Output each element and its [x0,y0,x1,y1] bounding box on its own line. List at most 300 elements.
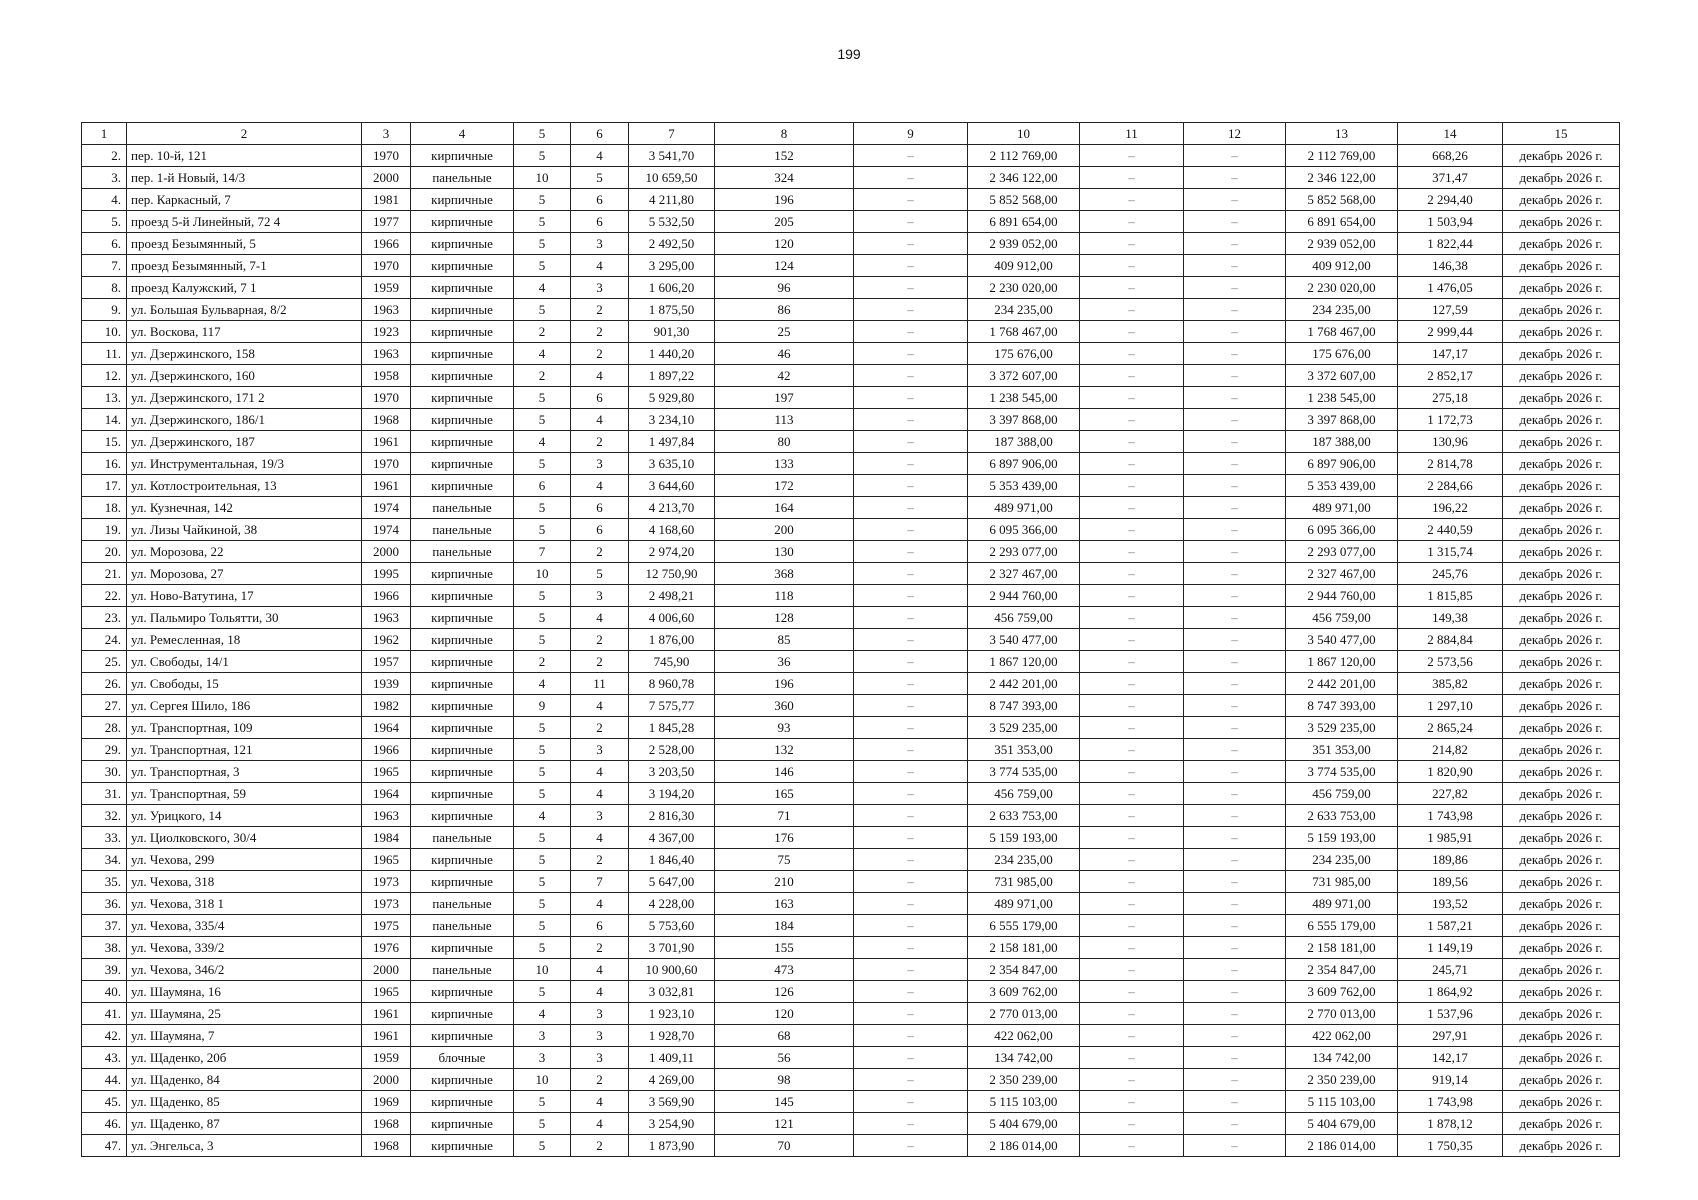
table-cell: 175 676,00 [968,343,1080,365]
table-cell: кирпичные [411,453,514,475]
table-cell: 8 960,78 [629,673,715,695]
table-cell: 5 852 568,00 [968,189,1080,211]
table-cell: 2 230 020,00 [1286,277,1398,299]
table-cell: 4 [571,145,629,167]
table-cell: 2 974,20 [629,541,715,563]
table-cell: пер. Каркасный, 7 [127,189,362,211]
table-cell: 489 971,00 [1286,497,1398,519]
table-row [82,761,1620,783]
table-cell: – [1184,1025,1286,1047]
table-cell: 6 897 906,00 [968,453,1080,475]
table-cell: 2000 [362,541,411,563]
table-cell: 4 269,00 [629,1069,715,1091]
table-cell: – [1184,585,1286,607]
table-cell: 2 294,40 [1398,189,1503,211]
table-cell: 5 [514,585,571,607]
table-cell: 134 742,00 [968,1047,1080,1069]
table-cell: 17. [82,475,127,497]
table-cell: панельные [411,893,514,915]
table-cell: 489 971,00 [1286,893,1398,915]
table-cell: 10 659,50 [629,167,715,189]
table-cell: 5 [514,871,571,893]
table-cell: 4 213,70 [629,497,715,519]
table-cell: 456 759,00 [968,783,1080,805]
table-row [82,717,1620,739]
table-cell: – [1080,541,1184,563]
table-row [82,959,1620,981]
table-cell: – [1080,915,1184,937]
table-row [82,189,1620,211]
table-cell: 1974 [362,519,411,541]
table-cell: – [1080,299,1184,321]
table-cell: 324 [715,167,854,189]
table-cell: 1961 [362,1003,411,1025]
table-cell: 5 [514,299,571,321]
table-cell: 2 [571,299,629,321]
table-cell: 1974 [362,497,411,519]
table-cell: ул. Шаумяна, 16 [127,981,362,1003]
table-cell: 1970 [362,145,411,167]
table-cell: 3 [571,739,629,761]
table-cell: 3 [571,1025,629,1047]
table-row [82,871,1620,893]
table-cell: кирпичные [411,233,514,255]
table-cell: – [1184,255,1286,277]
table-cell: 2 [571,1135,629,1157]
table-cell: 6 891 654,00 [968,211,1080,233]
table-cell: 1 440,20 [629,343,715,365]
table-cell: 2 440,59 [1398,519,1503,541]
table-cell: декабрь 2026 г. [1503,233,1620,255]
table-cell: 3 644,60 [629,475,715,497]
table-cell: 152 [715,145,854,167]
table-cell: 130 [715,541,854,563]
table-cell: 1965 [362,849,411,871]
table-cell: – [854,893,968,915]
column-header: 5 [514,123,571,145]
table-cell: – [854,1113,968,1135]
table-cell: 32. [82,805,127,827]
table-cell: 5 [514,849,571,871]
table-cell: – [1080,761,1184,783]
table-cell: 4 [514,431,571,453]
table-cell: 85 [715,629,854,651]
table-cell: – [854,937,968,959]
table-cell: 193,52 [1398,893,1503,915]
table-cell: декабрь 2026 г. [1503,1047,1620,1069]
table-cell: 68 [715,1025,854,1047]
table-cell: кирпичные [411,1025,514,1047]
table-cell: кирпичные [411,695,514,717]
table-cell: 8 747 393,00 [1286,695,1398,717]
table-cell: 1966 [362,585,411,607]
column-header: 14 [1398,123,1503,145]
table-cell: 3 234,10 [629,409,715,431]
table-cell: пер. 10-й, 121 [127,145,362,167]
table-cell: 3 372 607,00 [1286,365,1398,387]
table-cell: 2 [571,717,629,739]
column-header: 6 [571,123,629,145]
table-cell: 351 353,00 [968,739,1080,761]
table-row [82,1113,1620,1135]
table-cell: – [854,211,968,233]
table-cell: 5 [514,783,571,805]
table-cell: 3 295,00 [629,255,715,277]
column-header: 11 [1080,123,1184,145]
table-cell: 5 [514,255,571,277]
table-cell: 165 [715,783,854,805]
table-cell: декабрь 2026 г. [1503,519,1620,541]
table-cell: ул. Дзержинского, 186/1 [127,409,362,431]
table-cell: ул. Дзержинского, 171 2 [127,387,362,409]
table-cell: 1961 [362,431,411,453]
table-cell: 1966 [362,739,411,761]
table-cell: 3 194,20 [629,783,715,805]
table-row [82,651,1620,673]
table-cell: 5 [514,453,571,475]
table-cell: 2 770 013,00 [968,1003,1080,1025]
table-cell: 8 747 393,00 [968,695,1080,717]
table-cell: 1 867 120,00 [1286,651,1398,673]
table-cell: 2 770 013,00 [1286,1003,1398,1025]
page-number: 199 [837,46,861,62]
table-cell: 5 [514,145,571,167]
table-cell: кирпичные [411,1091,514,1113]
table-cell: 5 115 103,00 [1286,1091,1398,1113]
table-row [82,541,1620,563]
table-cell: – [1184,277,1286,299]
table-cell: 1973 [362,871,411,893]
table-cell: – [1184,607,1286,629]
table-cell: 10 [514,1069,571,1091]
table-cell: 4 [571,365,629,387]
table-cell: – [1184,189,1286,211]
table-cell: 2 293 077,00 [968,541,1080,563]
table-cell: кирпичные [411,871,514,893]
table-cell: 5 [514,211,571,233]
table-cell: декабрь 2026 г. [1503,541,1620,563]
table-cell: 75 [715,849,854,871]
table-cell: 41. [82,1003,127,1025]
table-cell: 2 [571,343,629,365]
table-cell: кирпичные [411,255,514,277]
table-cell: 3 203,50 [629,761,715,783]
table-cell: декабрь 2026 г. [1503,717,1620,739]
table-cell: – [1184,1069,1286,1091]
table-cell: 4 [571,827,629,849]
table-cell: 126 [715,981,854,1003]
table-cell: 155 [715,937,854,959]
table-cell: 163 [715,893,854,915]
table-cell: 1958 [362,365,411,387]
table-cell: – [854,145,968,167]
table-cell: 127,59 [1398,299,1503,321]
table-cell: – [854,1003,968,1025]
table-cell: – [854,431,968,453]
table-cell: – [1080,739,1184,761]
table-cell: – [1080,255,1184,277]
table-cell: – [854,739,968,761]
table-cell: – [1184,409,1286,431]
table-cell: 1 297,10 [1398,695,1503,717]
table-cell: 146 [715,761,854,783]
table-cell: 2 186 014,00 [968,1135,1080,1157]
table-cell: 5 647,00 [629,871,715,893]
table-cell: 14. [82,409,127,431]
table-cell: 6 [514,475,571,497]
table-cell: ул. Морозова, 22 [127,541,362,563]
table-cell: – [1080,717,1184,739]
table-cell: 1 815,85 [1398,585,1503,607]
table-cell: 7 [514,541,571,563]
table-cell: 113 [715,409,854,431]
table-cell: 3. [82,167,127,189]
table-cell: кирпичные [411,475,514,497]
table-cell: – [1184,1091,1286,1113]
table-cell: 40. [82,981,127,1003]
table-cell: – [854,607,968,629]
table-cell: ул. Кузнечная, 142 [127,497,362,519]
table-cell: 128 [715,607,854,629]
table-cell: декабрь 2026 г. [1503,1025,1620,1047]
table-cell: 5 [514,607,571,629]
table-cell: ул. Транспортная, 3 [127,761,362,783]
table-cell: – [1184,827,1286,849]
table-cell: 1 537,96 [1398,1003,1503,1025]
table-cell: 2 [571,321,629,343]
table-cell: 45. [82,1091,127,1113]
table-cell: 1970 [362,255,411,277]
table-cell: 10. [82,321,127,343]
table-cell: 2 [571,431,629,453]
table-cell: 473 [715,959,854,981]
table-row [82,629,1620,651]
table-cell: 1 845,28 [629,717,715,739]
table-cell: 214,82 [1398,739,1503,761]
table-cell: 5 [514,981,571,1003]
table-cell: кирпичные [411,629,514,651]
table-cell: 2 158 181,00 [1286,937,1398,959]
table-row [82,1135,1620,1157]
table-cell: кирпичные [411,321,514,343]
table-cell: 80 [715,431,854,453]
table-cell: 385,82 [1398,673,1503,695]
table-cell: декабрь 2026 г. [1503,651,1620,673]
column-header: 3 [362,123,411,145]
table-cell: 2 346 122,00 [968,167,1080,189]
column-header: 7 [629,123,715,145]
table-cell: 3 [571,585,629,607]
table-cell: декабрь 2026 г. [1503,475,1620,497]
table-cell: 3 609 762,00 [968,981,1080,1003]
table-cell: кирпичные [411,189,514,211]
table-cell: ул. Дзержинского, 160 [127,365,362,387]
table-cell: 176 [715,827,854,849]
table-cell: декабрь 2026 г. [1503,981,1620,1003]
table-cell: – [1184,915,1286,937]
table-cell: ул. Сергея Шило, 186 [127,695,362,717]
table-cell: 1939 [362,673,411,695]
table-cell: 1 822,44 [1398,233,1503,255]
table-cell: – [1184,739,1286,761]
table-cell: ул. Морозова, 27 [127,563,362,585]
table-cell: 4 [571,607,629,629]
table-cell: 4 [571,1113,629,1135]
table-cell: – [1080,497,1184,519]
table-cell: 2 327 467,00 [968,563,1080,585]
table-cell: 16. [82,453,127,475]
table-cell: 2 350 239,00 [968,1069,1080,1091]
table-cell: 18. [82,497,127,519]
table-cell: 731 985,00 [968,871,1080,893]
table-cell: ул. Щаденко, 20б [127,1047,362,1069]
table-cell: – [1080,607,1184,629]
table-cell: ул. Щаденко, 84 [127,1069,362,1091]
table-cell: 1963 [362,607,411,629]
table-cell: проезд Калужский, 7 1 [127,277,362,299]
table-cell: 2 [514,651,571,673]
table-cell: декабрь 2026 г. [1503,937,1620,959]
table-cell: – [1080,145,1184,167]
table-cell: 2 [571,937,629,959]
table-cell: 71 [715,805,854,827]
table-cell: 1 238 545,00 [1286,387,1398,409]
table-cell: 36 [715,651,854,673]
table-cell: 1 768 467,00 [1286,321,1398,343]
table-cell: – [1184,871,1286,893]
table-cell: кирпичные [411,937,514,959]
table-cell: – [1184,673,1286,695]
table-cell: 3 [514,1025,571,1047]
table-cell: 2 112 769,00 [968,145,1080,167]
table-cell: 919,14 [1398,1069,1503,1091]
table-cell: 5 159 193,00 [968,827,1080,849]
table-cell: декабрь 2026 г. [1503,585,1620,607]
table-cell: 456 759,00 [1286,607,1398,629]
table-cell: – [854,321,968,343]
table-cell: 1963 [362,299,411,321]
table-cell: 422 062,00 [1286,1025,1398,1047]
table-cell: 6 [571,387,629,409]
table-cell: декабрь 2026 г. [1503,607,1620,629]
table-cell: 142,17 [1398,1047,1503,1069]
table-cell: 3 [571,453,629,475]
table-cell: 2. [82,145,127,167]
table-row [82,783,1620,805]
table-cell: – [1080,409,1184,431]
table-cell: 1976 [362,937,411,959]
table-cell: 1 873,90 [629,1135,715,1157]
table-cell: – [1184,937,1286,959]
table-cell: 2 354 847,00 [968,959,1080,981]
table-cell: ул. Лизы Чайкиной, 38 [127,519,362,541]
table-cell: – [854,783,968,805]
table-row [82,277,1620,299]
table-row [82,1025,1620,1047]
table-cell: – [1184,805,1286,827]
table-cell: 4 [514,805,571,827]
table-cell: декабрь 2026 г. [1503,827,1620,849]
table-cell: 227,82 [1398,783,1503,805]
table-cell: – [1080,387,1184,409]
table-cell: декабрь 2026 г. [1503,189,1620,211]
table-cell: 2 865,24 [1398,717,1503,739]
table-cell: 6 891 654,00 [1286,211,1398,233]
table-cell: 3 397 868,00 [968,409,1080,431]
table-cell: – [1080,629,1184,651]
table-cell: 275,18 [1398,387,1503,409]
table-cell: кирпичные [411,717,514,739]
table-cell: кирпичные [411,299,514,321]
table-cell: 96 [715,277,854,299]
table-cell: 6 [571,519,629,541]
table-cell: 2 [514,365,571,387]
table-cell: 1981 [362,189,411,211]
table-cell: 70 [715,1135,854,1157]
table-cell: 4 211,80 [629,189,715,211]
table-cell: 5 [514,409,571,431]
table-cell: 2 999,44 [1398,321,1503,343]
table-cell: кирпичные [411,739,514,761]
table-cell: 234 235,00 [1286,299,1398,321]
table-cell: 3 701,90 [629,937,715,959]
table-cell: – [854,871,968,893]
table-cell: 35. [82,871,127,893]
table-cell: – [1184,453,1286,475]
table-cell: – [854,189,968,211]
table-cell: 2 [571,849,629,871]
table-cell: 3 254,90 [629,1113,715,1135]
table-cell: – [1184,145,1286,167]
table-cell: ул. Чехова, 339/2 [127,937,362,959]
table-cell: 12 750,90 [629,563,715,585]
table-cell: 37. [82,915,127,937]
column-header: 2 [127,123,362,145]
table-cell: – [1184,981,1286,1003]
table-row [82,673,1620,695]
table-cell: декабрь 2026 г. [1503,431,1620,453]
table-cell: 46 [715,343,854,365]
table-cell: – [854,1025,968,1047]
table-cell: 2 492,50 [629,233,715,255]
table-cell: 2 944 760,00 [1286,585,1398,607]
table-cell: – [1080,651,1184,673]
table-cell: 133 [715,453,854,475]
table-cell: декабрь 2026 г. [1503,255,1620,277]
table-cell: 5 159 193,00 [1286,827,1398,849]
table-cell: 456 759,00 [968,607,1080,629]
table-cell: 47. [82,1135,127,1157]
table-cell: – [854,585,968,607]
table-row [82,739,1620,761]
table-cell: 1969 [362,1091,411,1113]
table-cell: 4 [514,277,571,299]
table-cell: декабрь 2026 г. [1503,915,1620,937]
table-cell: 2 852,17 [1398,365,1503,387]
table-cell: 9. [82,299,127,321]
table-cell: 189,86 [1398,849,1503,871]
table-cell: блочные [411,1047,514,1069]
table-row [82,563,1620,585]
table-cell: ул. Шаумяна, 7 [127,1025,362,1047]
table-cell: – [1080,343,1184,365]
table-cell: 30. [82,761,127,783]
table-header-row [82,123,1620,145]
table-cell: 4 [571,409,629,431]
table-cell: – [1080,475,1184,497]
table-cell: 901,30 [629,321,715,343]
table-cell: 1959 [362,277,411,299]
